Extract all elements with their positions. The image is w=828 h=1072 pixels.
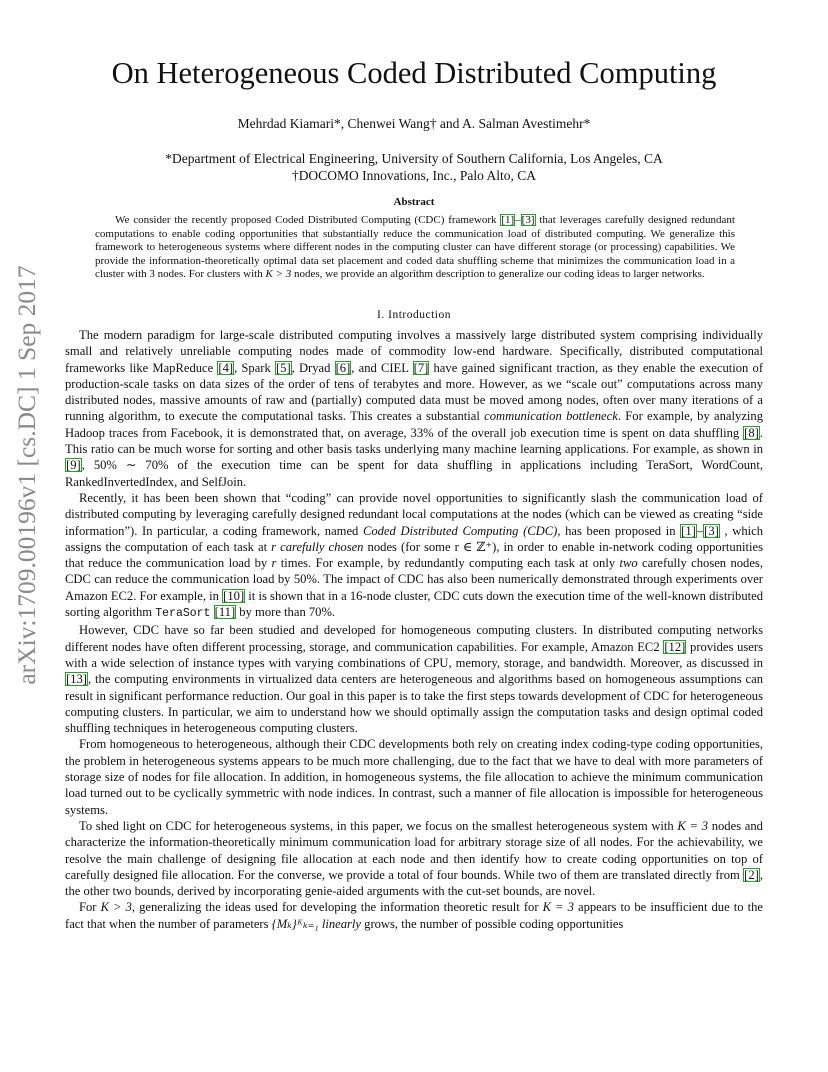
citation-link[interactable]: [2]	[744, 867, 759, 882]
citation-link[interactable]: [11]	[214, 605, 236, 620]
citation-link[interactable]: [8]	[744, 425, 759, 440]
paragraph: The modern paradigm for large-scale distributed computing involves a massively large distributed system comprising individually small and relatively unreliable computing nodes made of commodity low-end hardware. Specifically, distributed computational frameworks like MapReduce [4], Spark [5], Dryad [6], and CIEL [7] have gained significant traction, as they enable the execution of production-scale tasks on data sizes of the order of tens of terabytes and more. However, as we “scale out” computations across many distributed nodes, massive amounts of raw and (partially) computed data must be moved among nodes, often over many iterations of a running algorithm, to execute the computational tasks. This creates a substantial communication bottleneck. For example, by analyzing Hadoop traces from Facebook, it is demonstrated that, on average, 33% of the overall job execution time is spent on data shuffling [8]. This ratio can be much worse for sorting and other basis tasks underlying many machine learning applications. For example, as shown in [9], 50% ∼ 70% of the execution time can be spent for data shuffling in applications including TeraSort, WordCount, RankedInvertedIndex, and SelfJoin.	[65, 328, 764, 489]
paragraph: From homogeneous to heterogeneous, although their CDC developments both rely on creating index coding-type coding opportunities, the problem in heterogeneous systems appears to be much more challenging, due to the fact that we have to deal with more parameters of storage size of nodes for file allocation. In addition, in homogeneous systems, the file allocation to achieve the minimum communication load turned out to be cyclically symmetric with node indices. In contrast, such a manner of file allocation is impossible for heterogeneous systems.	[65, 737, 763, 817]
citation-link[interactable]: [1]	[501, 214, 515, 226]
code-text: TeraSort	[155, 607, 211, 621]
citation-link[interactable]: [12]	[664, 639, 686, 654]
citation-link[interactable]: [4]	[218, 360, 234, 375]
abstract-heading: Abstract	[393, 196, 435, 208]
affiliation-docomo: †DOCOMO Innovations, Inc., Palo Alto, CA	[291, 168, 537, 183]
section-heading: I. Introduction	[377, 309, 451, 321]
paragraph: Recently, it has been been shown that “coding” can provide novel opportunities to significantly slash the communication load of distributed computing by leveraging carefully designed redundant local computations at the nodes (which can be viewed as creating “side information”). In particular, a coding framework, named Coded Distributed Computing (CDC), has been proposed in [1]–[3] , which assigns the computation of each task at r carefully chosen nodes (for some r ∈ ℤ⁺), in order to enable in-network coding opportunities that reduce the communication load by r times. For example, by redundantly computing each task at only two carefully chosen nodes, CDC can reduce the communication load by 50%. The impact of CDC has also been numerically demonstrated through experiments over Amazon EC2. For example, in [10] it is shown that in a 16-node cluster, CDC cuts down the execution time of the well-known distributed sorting algorithm TeraSort [11] by more than 70%.	[65, 490, 764, 621]
citation-link[interactable]: [6]	[335, 360, 351, 375]
citation-link[interactable]: [10]	[223, 588, 245, 603]
arxiv-identifier: arXiv:1709.00196v1 [cs.DC] 1 Sep 2017	[12, 265, 41, 685]
paper-body	[65, 327, 763, 932]
affiliation-usc: *Department of Electrical Engineering, University of Southern California, Los Angeles, CA	[165, 151, 663, 166]
author-list: Mehrdad Kiamari*, Chenwei Wang† and A. Salman Avestimehr*	[237, 116, 591, 131]
citation-link[interactable]: [9]	[66, 458, 81, 473]
citation-link[interactable]: [1]	[681, 523, 696, 538]
abstract-text: We consider the recently proposed Coded Distributed Computing (CDC) framework [1]–[3] that leverages carefully designed redundant computations to enable coding opportunities that substantially reduce the communication load of distributed computing. We generalize this framework to heterogeneous systems where different nodes in the computing cluster can have different storage (or processing) capabilities. We provide the information-theoretically optimal data set placement and coded data shuffling scheme that minimizes the communication load in a cluster with 3 nodes. For clusters with K > 3 nodes, we provide an algorithm description to generalize our coding ideas to larger networks.	[95, 214, 735, 280]
paragraph: To shed light on CDC for heterogeneous systems, in this paper, we focus on the smallest heterogeneous system with K = 3 nodes and characterize the information-theoretically minimum communication load for arbitrary storage size of all nodes. For the achievability, we resolve the main challenge of designing file allocation at each node and then identify how to create coding opportunities on top of carefully designed file allocation. For the converse, we provide a total of four bounds. While two of them are translated directly from [2], the other two bounds, derived by incorporating genie-aided arguments with the cut-set bounds, are novel.	[65, 818, 763, 899]
citation-link[interactable]: [5]	[275, 360, 291, 375]
paragraph: For K > 3, generalizing the ideas used for developing the information theoretic result for K = 3 appears to be insufficient due to the fact that when the number of parameters {Mₖ}ᴷₖ₌₁ linearly grows, the number of possible coding opportunities	[65, 900, 763, 931]
arxiv-watermark	[2, 265, 52, 685]
citation-link[interactable]: [7]	[413, 360, 429, 375]
paper-title: On Heterogeneous Coded Distributed Computing	[111, 56, 717, 90]
citation-link[interactable]: [3]	[704, 523, 719, 538]
citation-link[interactable]: [3]	[521, 214, 535, 226]
paragraph: However, CDC have so far been studied and developed for homogeneous computing clusters. In distributed computing networks different nodes have often different processing, storage, and communication capabilities. For example, Amazon EC2 [12] provides users with a wide selection of instance types with varying combinations of CPU, memory, storage, and bandwidth. Moreover, as discussed in [13], the computing environments in virtualized data centers are heterogeneous and algorithms based on homogeneous assumptions can result in significant performance reduction. Our goal in this paper is to take the first steps towards development of CDC for heterogeneous computing clusters. In particular, we aim to understand how we should optimally assign the computation tasks and design optimal coded shuffling techniques in heterogeneous computing clusters.	[65, 623, 763, 736]
citation-link[interactable]: [13]	[66, 672, 87, 687]
